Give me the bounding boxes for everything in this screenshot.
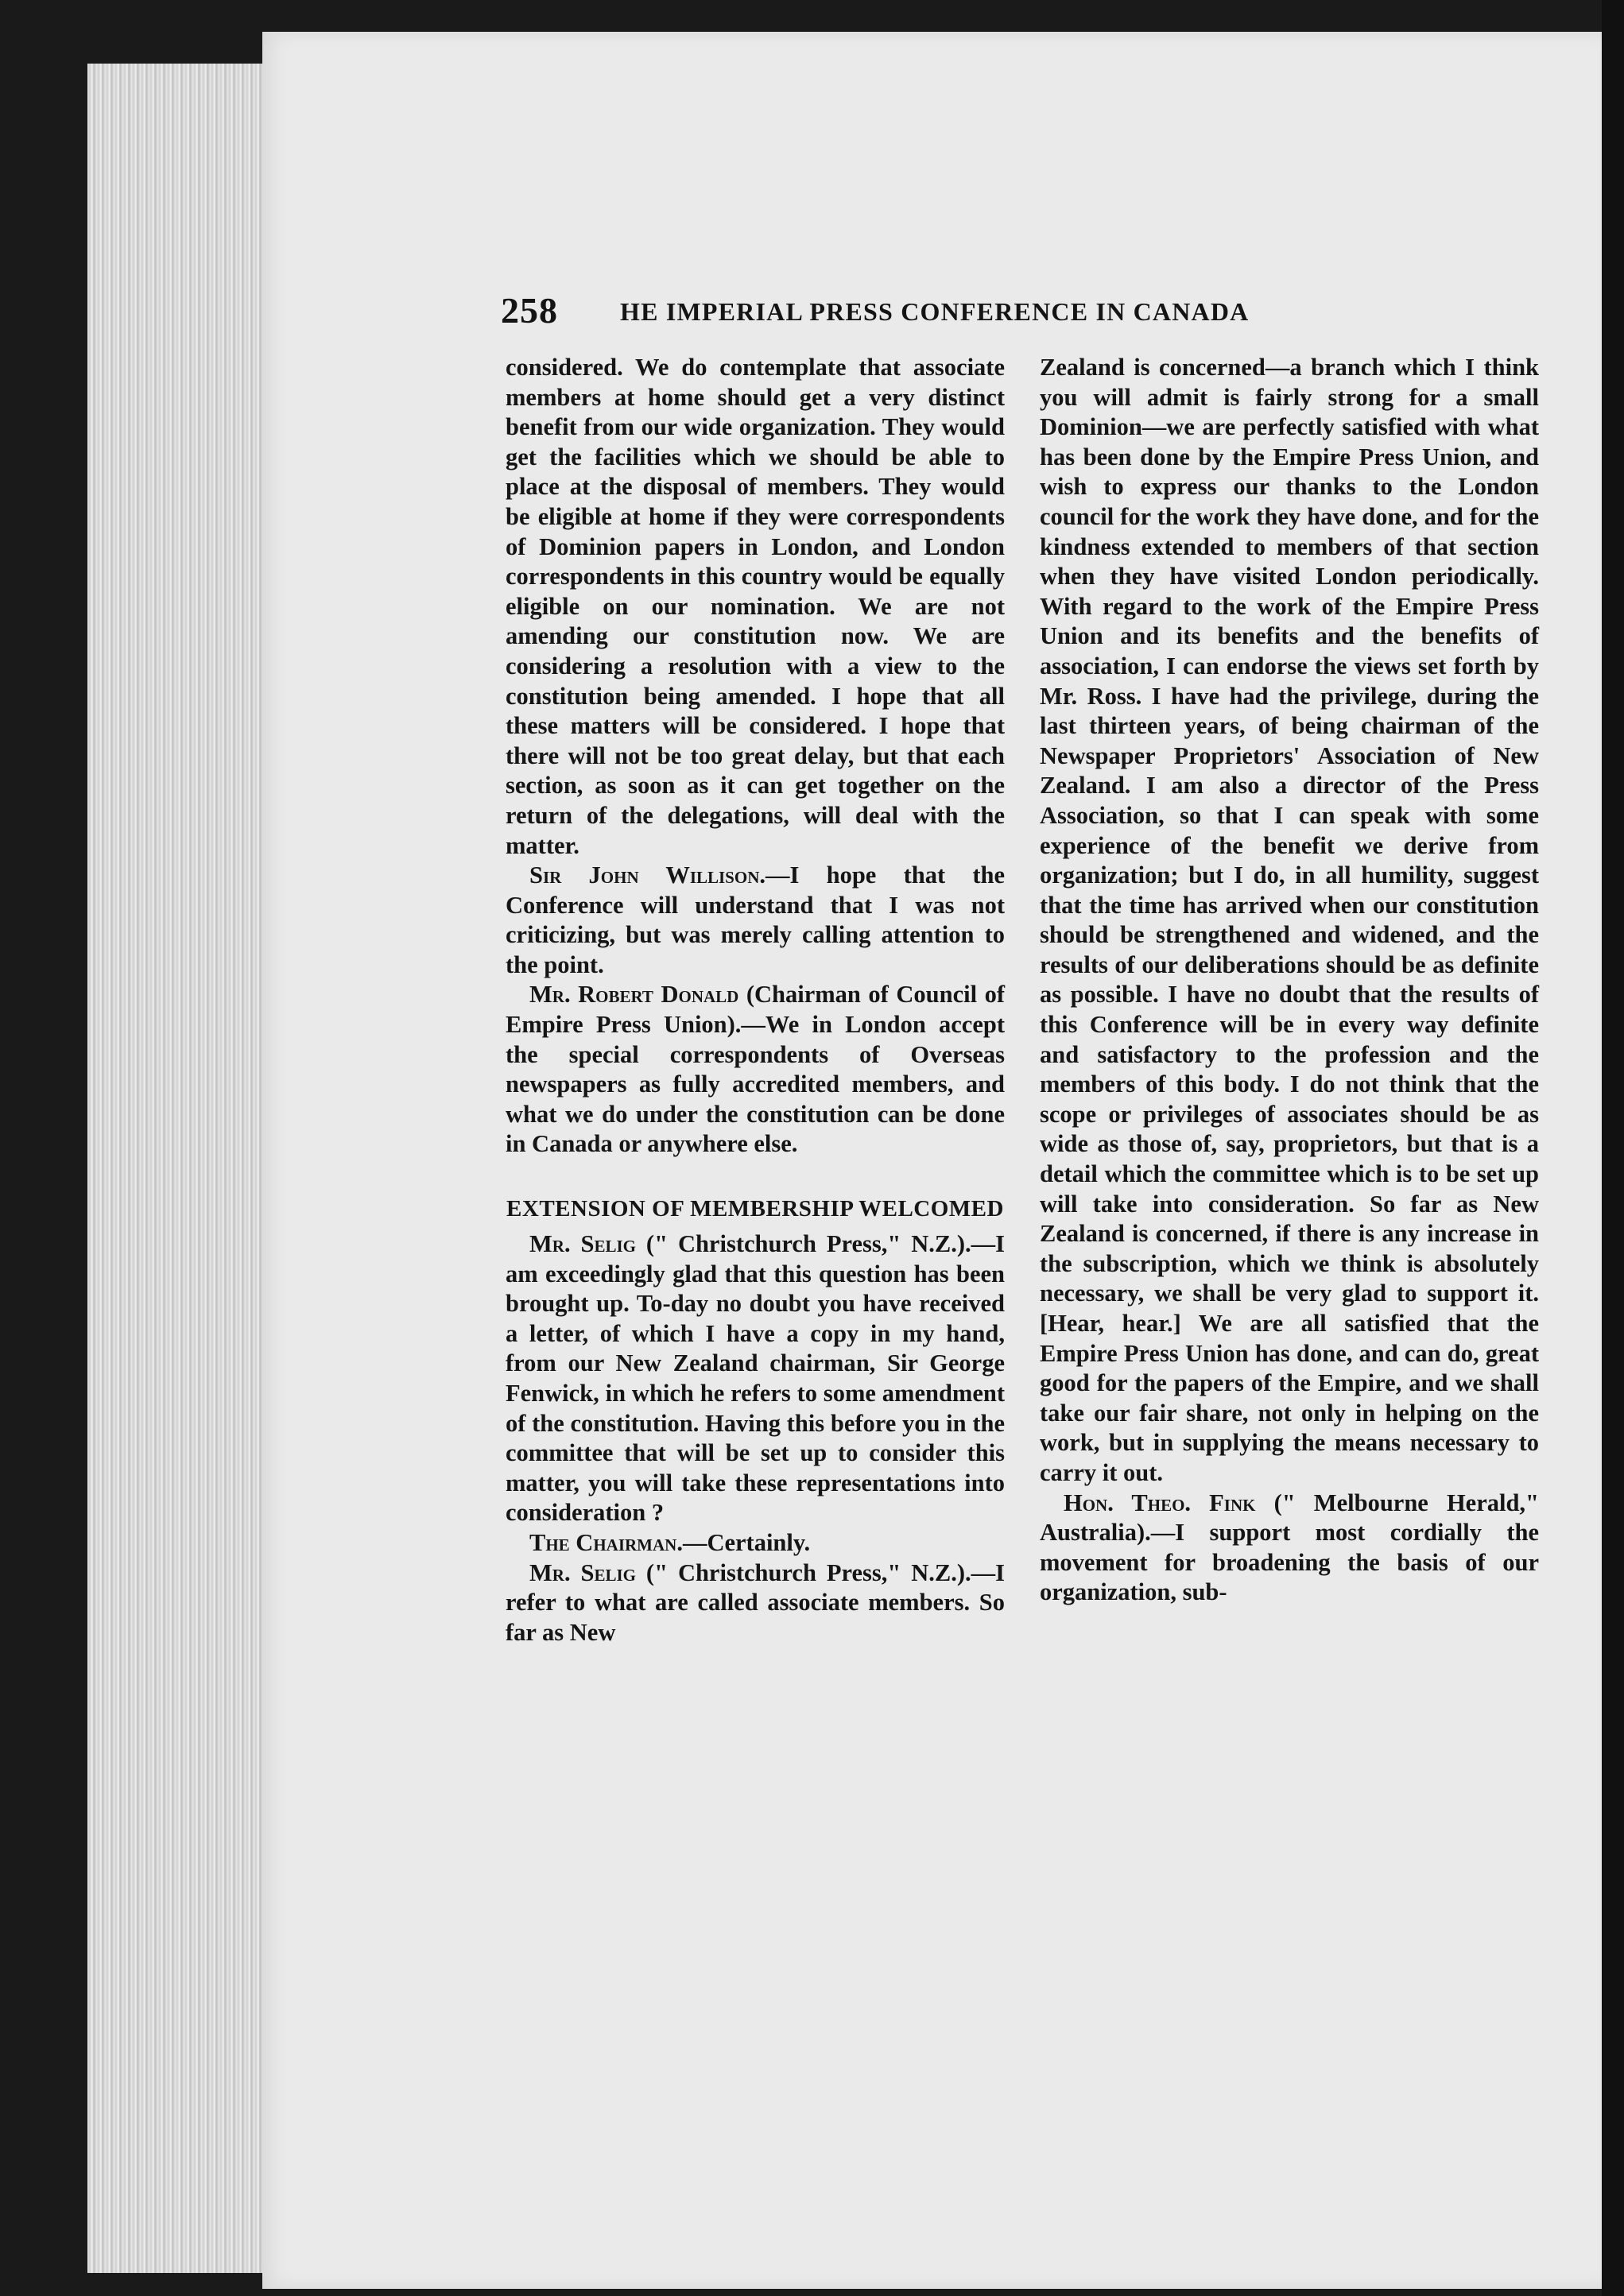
paragraph [506,980,1005,1160]
speech-text: (" Melbourne Herald," Australia).—I support most cordially the movement for broadening the basis of our organization, sub- [1040,1489,1539,1606]
left-column [506,353,1005,1647]
paragraph [506,1558,1005,1648]
speaker-name: Mr. Selig [529,1558,636,1586]
paragraph [506,1528,1005,1558]
page-number: 258 [501,290,558,331]
speaker-name: Mr. Selig [529,1230,636,1258]
speaker-name: Hon. Theo. Fink [1064,1489,1256,1516]
page-header [501,290,1423,334]
paragraph [506,1229,1005,1528]
section-heading: EXTENSION OF MEMBERSHIP WELCOMED [506,1196,1004,1222]
speaker-name: Sir John Willison [529,861,760,889]
binding-shadow [1602,0,1624,2296]
speech-text: .—Certainly. [676,1528,811,1556]
speech-text: (Chairman of Council of Empire Press Union).—We in London accept the special correspondents of Overseas newspapers as fully accredited members, and what we do under the constitution can be done in Canada or anywhere else. [506,981,1005,1158]
speaker-name: The Chairman [529,1528,677,1556]
right-column [1040,353,1539,1608]
paragraph: Zealand is concerned—a branch which I think you will admit is fairly strong for a small Dominion—we are perfectly satisfied with what has been done by the Empire Press Union, and wish to express our thanks to the London council for the work they have done, and for the kindness extended to members of that section when they have visited London periodically. With regard to the work of the Empire Press Union and its benefits and the benefits of association, I can endorse the views set forth by Mr. Ross. I have had the privilege, during the last thirteen years, of being chairman of the Newspaper Proprietors' Association of New Zealand. I am also a director of the Press Association, so that I can speak with some experience of the benefit we derive from organization; but I do, in all humility, suggest that the time has arrived when our constitution should be strengthened and widened, and the results of our deliberations should be as definite as possible. I have no doubt that the results of this Conference will be in every way definite and satisfactory to the profession and the members of this body. I do not think that the scope or privileges of associates should be as wide as those of, say, proprietors, but that is a detail which the committee which is to be set up will take into consideration. So far as New Zealand is concerned, if there is any increase in the subscription, which we think is absolutely necessary, we shall be very glad to support it. [Hear, hear.] We are all satisfied that the Empire Press Union has done, and can do, great good for the papers of the Empire, and we shall take our fair share, not only in helping on the work, but in supplying the means necessary to carry it out. [1040,354,1539,1486]
speaker-name: Mr. Robert Donald [529,981,739,1009]
speech-text: .—I hope that the Conference will understand that I was not criticizing, but was merely calling attention to the point. [506,861,1006,978]
paragraph [506,861,1005,980]
paragraph [1040,1489,1539,1608]
speech-text: (" Christchurch Press," N.Z.).—I refer to what are called associate members. So far as New [506,1558,1005,1646]
speech-text: (" Christchurch Press," N.Z.).—I am exceedingly glad that this question has been brought up. To-day no doubt you have received a letter, of which I have a copy in my hand, from our New Zealand chairman, Sir George Fenwick, in which he refers to some amendment of the constitution. Having this before you in the committee that will be set up to consider this matter, you will take these representations into consideration ? [506,1230,1005,1527]
page-edge-stack [87,64,278,2273]
running-title: HE IMPERIAL PRESS CONFERENCE IN CANADA [620,297,1250,326]
paragraph: considered. We do contemplate that associate members at home should get a very distinct benefit from our wide organization. They would get the facilities which we should be able to place at the disposal of members. They would be eligible at home if they were correspondents of Dominion papers in London, and London correspondents in this country would be equally eligible on our nomination. We are not amending our constitution now. We are considering a resolution with a view to the constitution being amended. I hope that all these matters will be considered. I hope that there will not be too great delay, but that each section, as soon as it can get together on the return of the delegations, will deal with the matter. [506,354,1005,859]
